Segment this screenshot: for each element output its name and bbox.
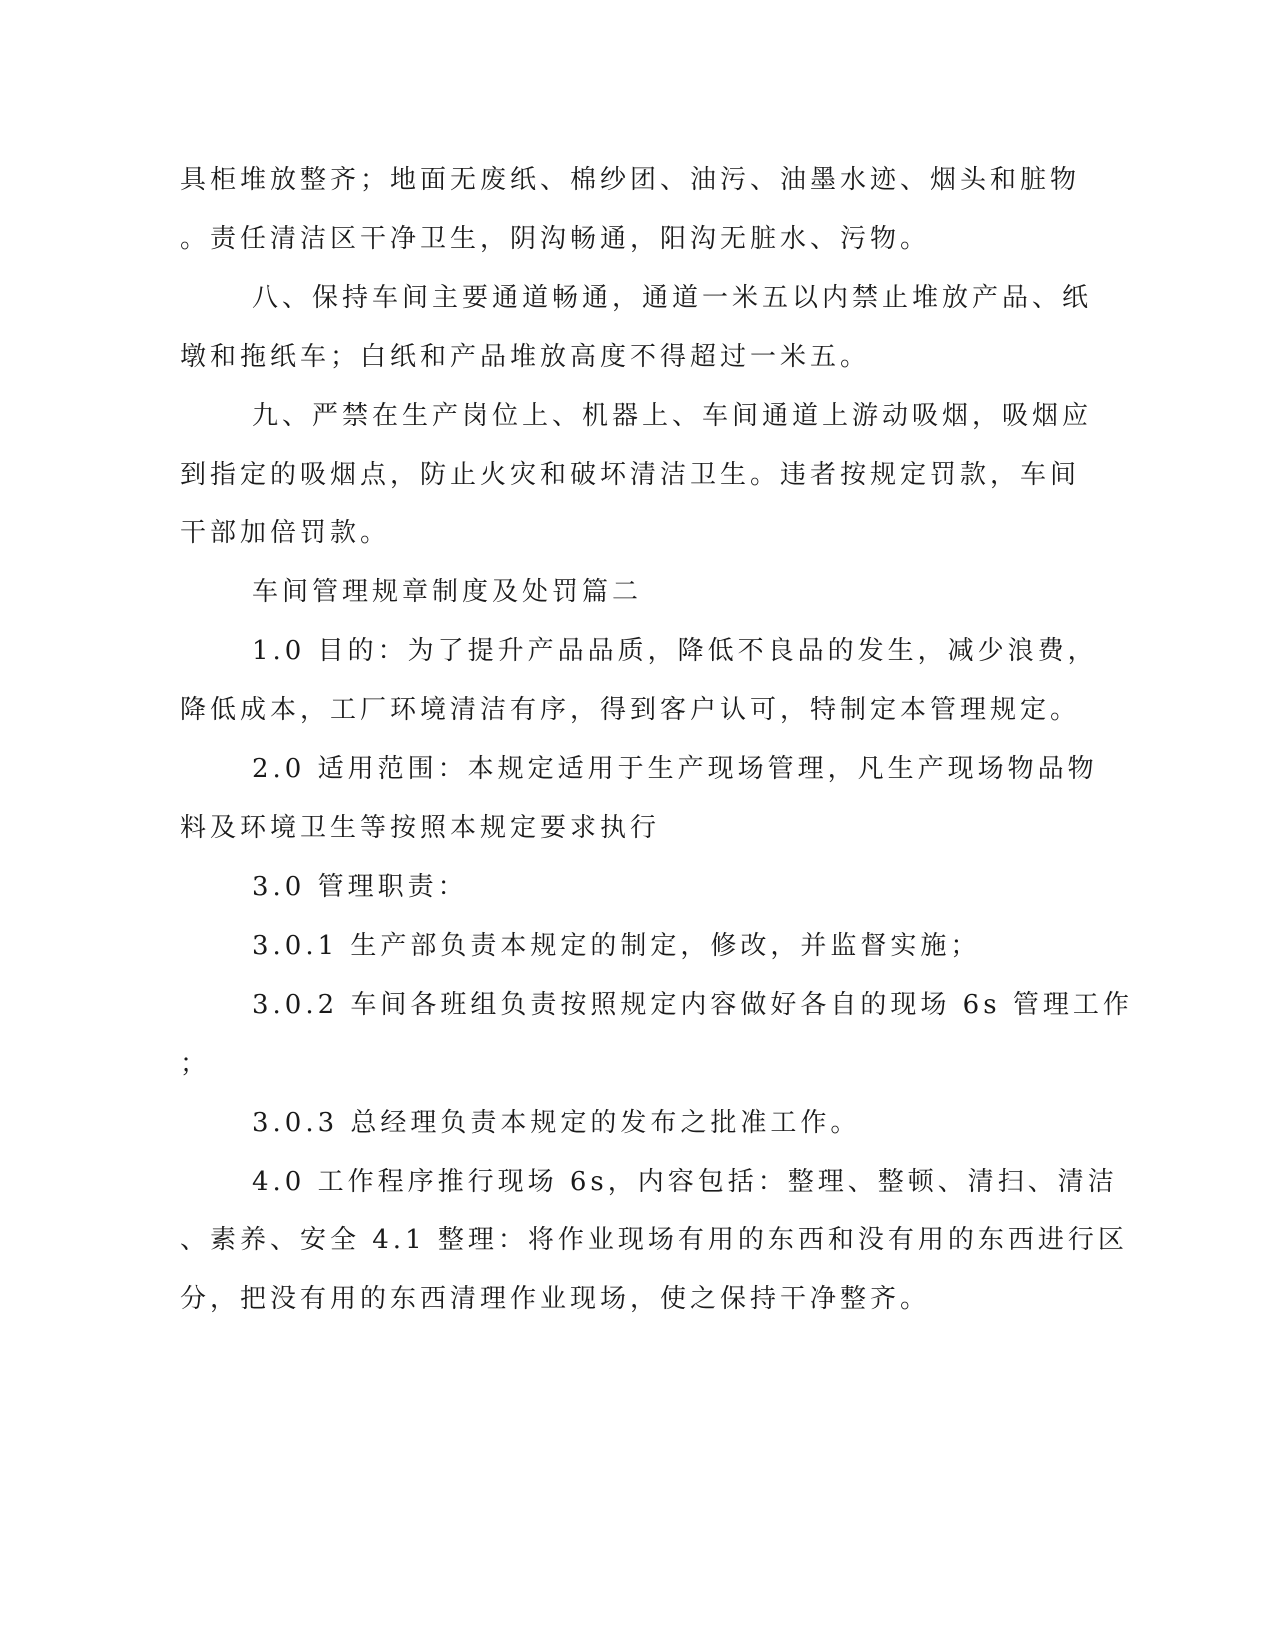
text-line: 4.0 工作程序推行现场 6s，内容包括：整理、整顿、清扫、清洁 [252,1167,1118,1197]
text-line: 干部加倍罚款。 [180,518,391,548]
text-line: 墩和拖纸车；白纸和产品堆放高度不得超过一米五。 [180,342,871,372]
text-line: 2.0 适用范围：本规定适用于生产现场管理，凡生产现场物品物 [252,754,1098,784]
text-line: 料及环境卫生等按照本规定要求执行 [180,813,661,843]
text-line: 。责任清洁区干净卫生，阴沟畅通，阳沟无脏水、污物。 [180,224,931,254]
text-line: ； [180,1049,211,1079]
text-line: 降低成本，工厂环境清洁有序，得到客户认可，特制定本管理规定。 [180,695,1081,725]
text-line: 分，把没有用的东西清理作业现场，使之保持干净整齐。 [180,1284,931,1314]
text-line: 九、严禁在生产岗位上、机器上、车间通道上游动吸烟，吸烟应 [252,401,1093,431]
text-line: 具柜堆放整齐；地面无废纸、棉纱团、油污、油墨水迹、烟头和脏物 [180,165,1081,195]
text-line: 1.0 目的：为了提升产品品质，降低不良品的发生，减少浪费， [252,636,1098,666]
text-line: 3.0.1 生产部负责本规定的制定，修改，并监督实施； [252,931,981,961]
text-line: 3.0 管理职责： [252,872,468,902]
section-heading: 车间管理规章制度及处罚篇二 [252,577,643,607]
text-line: 3.0.3 总经理负责本规定的发布之批准工作。 [252,1108,861,1138]
text-line: 八、保持车间主要通道畅通，通道一米五以内禁止堆放产品、纸 [252,283,1093,313]
text-line: 到指定的吸烟点，防止火灾和破坏清洁卫生。违者按规定罚款，车间 [180,460,1081,490]
text-line: 3.0.2 车间各班组负责按照规定内容做好各自的现场 6s 管理工作 [252,990,1133,1020]
text-line: 、素养、安全 4.1 整理：将作业现场有用的东西和没有用的东西进行区 [180,1225,1128,1255]
